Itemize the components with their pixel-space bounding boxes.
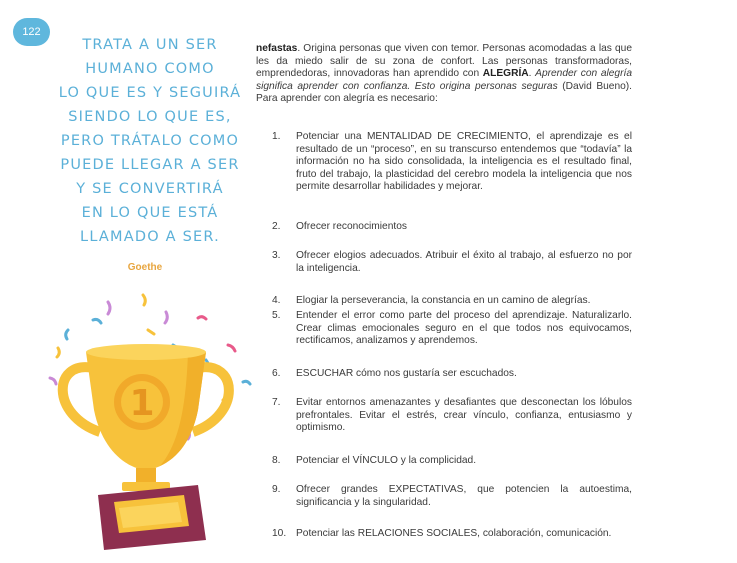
item-number: 8. [272,455,281,466]
item-number: 6. [272,368,281,379]
item-text: Potenciar las RELACIONES SOCIALES, colaboración, comunicación. [296,528,612,539]
quote-line: PERO TRÁTALO COMO [60,133,240,149]
quote-line: LLAMADO A SER. [80,229,220,245]
item-number: 10. [272,528,287,539]
item-number: 1. [272,131,281,142]
item-text: Ofrecer reconocimientos [296,221,407,232]
list-item [256,250,632,275]
list-item [256,484,632,509]
item-text: Entender el error como parte del proceso del aprendizaje. Naturalizarlo. Crear climas emocionales seguro en el que todos nos equivocamos, rectificamos, analizamos y aprendemos. [296,310,632,347]
quote-line: PUEDE LLEGAR A SER [60,157,240,173]
quote-line: HUMANO COMO [85,61,215,77]
item-text: Evitar entornos amenazantes y desafiantes que desconectan los lóbulos prefrontales. Evitar el estrés, crear vínculo, confianza, entusiasmo y optimismo. [296,397,632,434]
trophy-illustration [38,290,268,550]
intro-bold-1: nefastas [256,43,298,54]
item-text: Elogiar la perseverancia, la constancia en un camino de alegrías. [296,295,591,306]
list-item [256,221,632,234]
quote-author: Goethe [127,262,163,273]
intro-italic: Aprender con alegría significa aprender con confianza. Esto origina personas seguras [256,68,632,92]
item-number: 4. [272,295,281,306]
list-item [256,397,632,435]
list-item [256,528,632,541]
item-number: 7. [272,397,281,408]
list-item [256,310,632,348]
item-number: 3. [272,250,281,261]
item-number: 2. [272,221,281,232]
quote-line: SIENDO LO QUE ES, [68,109,232,125]
quote-block [50,33,250,249]
trophy-number: 1 [129,383,155,424]
list-item [256,368,632,381]
quote-line: EN LO QUE ESTÁ [81,205,219,221]
intro-paragraph [256,43,632,106]
item-text: Ofrecer elogios adecuados. Atribuir el éxito al trabajo, al esfuerzo no por la inteligencia. [296,250,632,274]
list-item [256,131,632,194]
quote-line: LO QUE ES Y SEGUIRÁ [58,85,242,101]
intro-text-1: . Origina personas que viven con temor. Personas acomodadas a las que les da miedo salir de su zona de confort. Las personas transformadoras, emprendedoras, innovadoras han aprendido con [256,43,632,80]
intro-text-2: . [528,68,536,80]
page-number-badge: 122 [13,18,50,46]
quote-line: Y SE CONVERTIRÁ [76,181,224,197]
item-text: Ofrecer grandes EXPECTATIVAS, que potencien la autoestima, significancia y la singularidad. [296,484,632,508]
main-text-column [256,43,633,539]
item-number: 5. [272,310,281,321]
item-number: 9. [272,484,281,495]
list-item [256,295,632,308]
list-item [256,455,632,468]
quote-line: TRATA A UN SER [82,37,218,53]
item-text: Potenciar una MENTALIDAD DE CRECIMIENTO, el aprendizaje es el resultado de un “proceso”, en su transcurso entendemos que “todavía” la información no ha sido consolidada, la inteligencia es el resultado final, fruto del trabajo, la plasticidad del cerebro modela la inteligencia que nos permite desarrollar habilidades y mejorar. [296,131,632,193]
item-text: ESCUCHAR cómo nos gustaría ser escuchados. [296,368,517,379]
item-text: Potenciar el VÍNCULO y la complicidad. [296,455,477,466]
intro-bold-2: ALEGRÍA [482,68,529,80]
intro-text-3: (David Bueno). Para aprender con alegría es necesario: [256,80,633,105]
